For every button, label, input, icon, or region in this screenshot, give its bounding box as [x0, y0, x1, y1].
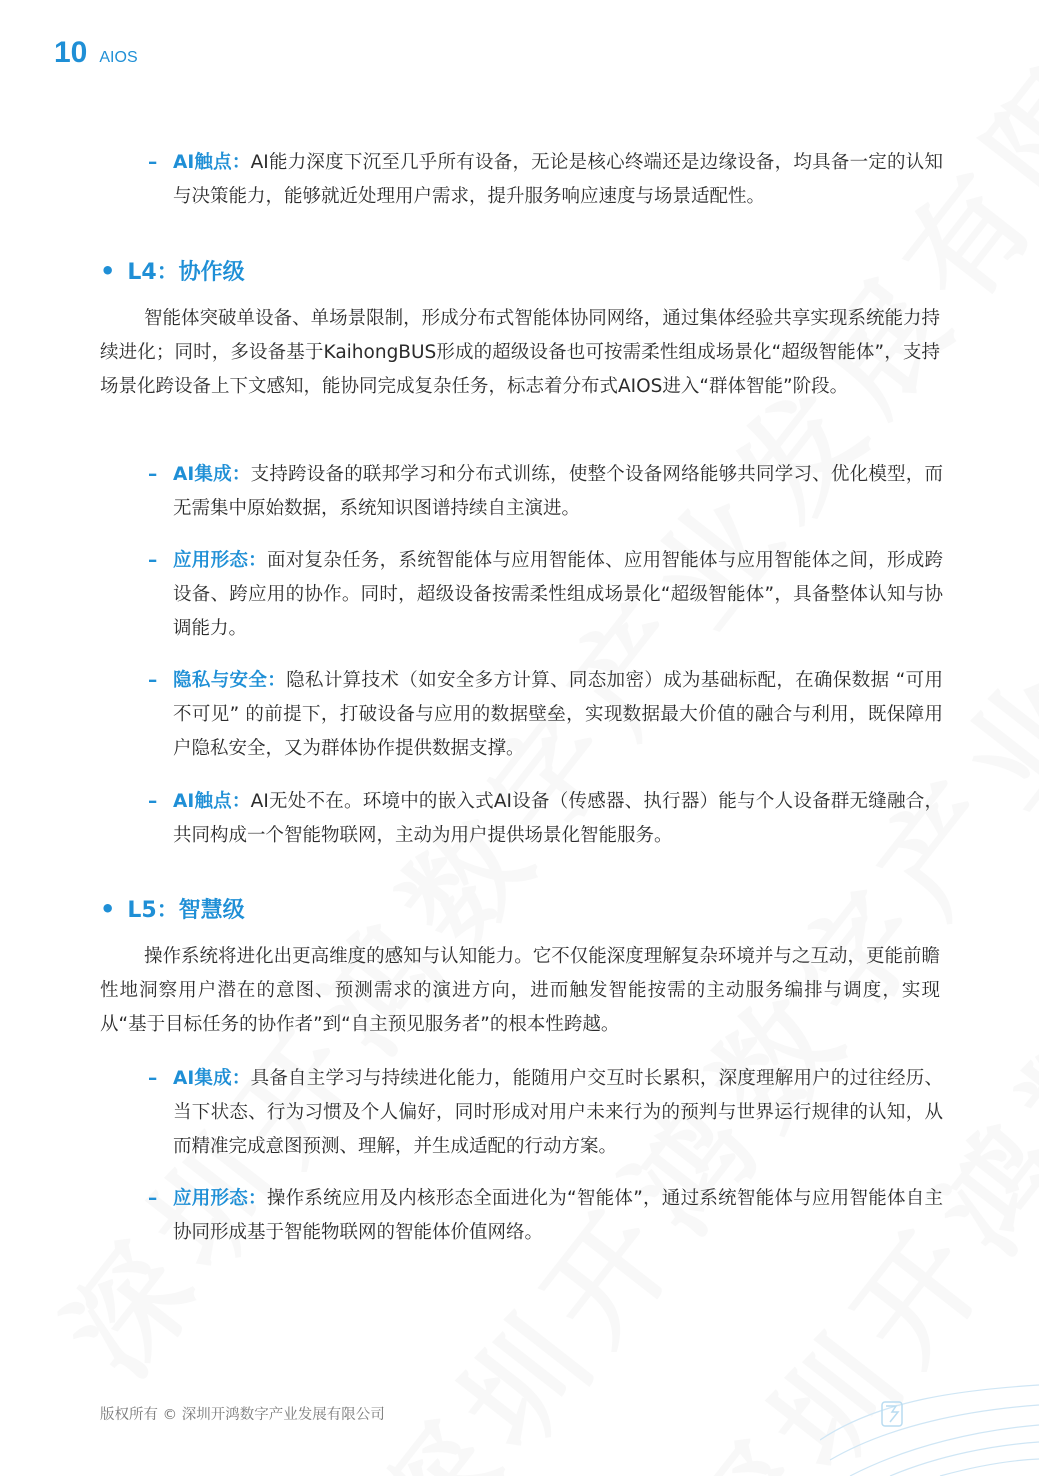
section-paragraph-l5: 操作系统将进化出更高维度的感知与认知能力。它不仅能深度理解复杂环境并与之互动，更能前瞻性地洞察用户潜在的意图、预测需求的演进方向，进而触发智能按需的主动服务编排与调度，实现从“基于目标任务的协作者”到“自主预见服务者”的根本性跨越。 [100, 946, 940, 1035]
list-item [148, 544, 943, 646]
item-text: AI能力深度下沉至几乎所有设备，无论是核心终端还是边缘设备，均具备一定的认知与决策能力，能够就近处理用户需求，提升服务响应速度与场景适配性。 [173, 152, 943, 207]
item-text: 操作系统应用及内核形态全面进化为“智能体”，通过系统智能体与应用智能体自主协同形成基于智能物联网的智能体价值网络。 [173, 1188, 943, 1243]
bullet-marker: • [100, 894, 116, 923]
item-lead: AI集成： [173, 1068, 251, 1089]
list-item [148, 146, 943, 214]
item-text: AI无处不在。环境中的嵌入式AI设备（传感器、执行器）能与个人设备群无缝融合，共同构成一个智能物联网，主动为用户提供场景化智能服务。 [173, 791, 944, 846]
running-title: AIOS [99, 49, 138, 66]
dash-marker: – [148, 791, 158, 812]
list-item [148, 785, 943, 853]
item-lead: 应用形态： [173, 550, 267, 571]
dash-marker: – [148, 1188, 158, 1209]
section-heading-l4 [100, 255, 245, 286]
item-lead: 隐私与安全： [173, 670, 287, 691]
item-text: 面对复杂任务，系统智能体与应用智能体、应用智能体与应用智能体之间，形成跨设备、跨应用的协作。同时，超级设备按需柔性组成场景化“超级智能体”，具备整体认知与协调能力。 [173, 550, 943, 639]
bullet-marker: • [100, 256, 116, 285]
footer-copyright: 版权所有 © 深圳开鸿数字产业发展有限公司 [100, 1407, 385, 1423]
dash-marker: – [148, 550, 158, 571]
dash-marker: – [148, 670, 158, 691]
item-lead: AI触点： [173, 152, 251, 173]
section-heading-l5 [100, 893, 245, 924]
dash-marker: – [148, 1068, 158, 1089]
item-text: 具备自主学习与持续进化能力，能随用户交互时长累积，深度理解用户的过往经历、当下状态、行为习惯及个人偏好，同时形成对用户未来行为的预判与世界运行规律的认知，从而精准完成意图预测、理解，并生成适配的行动方案。 [173, 1068, 944, 1157]
item-lead: AI集成： [173, 464, 251, 485]
section-paragraph-l4: 智能体突破单设备、单场景限制，形成分布式智能体协同网络，通过集体经验共享实现系统能力持续进化；同时，多设备基于KaihongBUS形成的超级设备也可按需柔性组成场景化“超级智能体”，支持场景化跨设备上下文感知，能协同完成复杂任务，标志着分布式AIOS进入“群体智能”阶段。 [100, 308, 940, 397]
list-item [148, 458, 943, 526]
item-text: 隐私计算技术（如安全多方计算、同态加密）成为基础标配，在确保数据 “可用不可见” 的前提下，打破设备与应用的数据壁垒，实现数据最大价值的融合与利用，既保障用户隐私安全，又为群体协作提供数据支撑。 [173, 670, 943, 759]
item-lead: 应用形态： [173, 1188, 267, 1209]
dash-marker: – [148, 464, 158, 485]
list-item [148, 664, 943, 766]
item-text: 支持跨设备的联邦学习和分布式训练，使整个设备网络能够共同学习、优化模型，而无需集中原始数据，系统知识图谱持续自主演进。 [173, 464, 944, 519]
heading-text: L5：智慧级 [127, 898, 245, 923]
list-item [148, 1182, 943, 1250]
page-number: 10 [54, 36, 88, 69]
list-item [148, 1062, 943, 1164]
item-lead: AI触点： [173, 791, 251, 812]
heading-text: L4：协作级 [127, 260, 245, 285]
dash-marker: – [148, 152, 158, 173]
footer-decoration-graphic [820, 1380, 1039, 1476]
page-header [54, 36, 138, 70]
